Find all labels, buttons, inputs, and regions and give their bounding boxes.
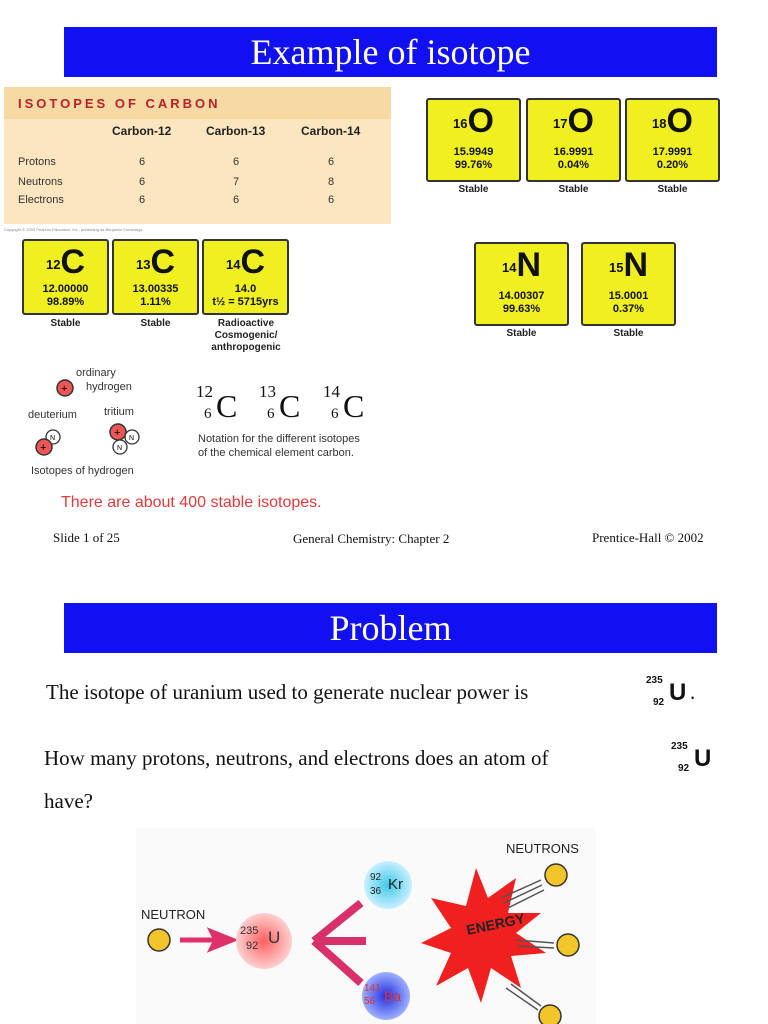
svg-text:+: + xyxy=(61,383,68,395)
uranium-mass-label: 235 xyxy=(240,925,259,937)
motion-lines-icon xyxy=(506,984,541,1010)
carbon-13-tile xyxy=(112,239,199,315)
neutron-icon xyxy=(545,864,567,886)
svg-text:N: N xyxy=(129,435,135,442)
table-cell: 6 xyxy=(327,194,335,206)
half-life: t½ = 5715yrs xyxy=(212,296,279,308)
svg-text:N: N xyxy=(117,445,123,452)
fission-graphic xyxy=(136,828,596,1024)
oxygen-17-tile xyxy=(526,98,621,182)
atomic-mass: 12.00000 xyxy=(42,283,89,295)
label-deuterium: deuterium xyxy=(28,409,77,421)
svg-text:+: + xyxy=(114,427,121,439)
footer-course: General Chemistry: Chapter 2 xyxy=(293,531,450,546)
element-symbol: $^{16}$O xyxy=(453,102,494,140)
label-ordinary: ordinary xyxy=(76,367,116,379)
hydrogen-caption: Isotopes of hydrogen xyxy=(31,465,134,477)
oxygen-16-tile xyxy=(426,98,521,182)
column-header: Carbon-13 xyxy=(206,124,266,138)
table-cell: 7 xyxy=(232,176,240,188)
krypton-symbol-label: Kr xyxy=(388,876,403,893)
tile-caption: Stable xyxy=(506,328,537,339)
tile-caption: Stable xyxy=(657,184,688,195)
atomic-mass: 13.00335 xyxy=(132,283,179,295)
fission-diagram xyxy=(136,828,596,1024)
tile-caption: Stable xyxy=(558,184,589,195)
uranium-notation: 235 92 U xyxy=(646,675,687,708)
atomic-mass: 15.9949 xyxy=(453,146,494,158)
table-cell: 8 xyxy=(327,176,335,188)
table-cell: 6 xyxy=(232,194,240,206)
notation-caption-line2: of the chemical element carbon. xyxy=(198,447,354,459)
column-header: Carbon-12 xyxy=(112,124,172,138)
barium-z-label: 56 xyxy=(364,996,376,1007)
carbon-isotopes-table xyxy=(4,87,391,224)
atomic-mass: 14.0 xyxy=(234,283,257,295)
uranium-notation: 235 92 U xyxy=(671,741,712,774)
label-tritium: tritium xyxy=(104,406,134,418)
svg-text:N: N xyxy=(50,435,56,442)
nitrogen-15-tile xyxy=(581,242,676,326)
neutron-icon xyxy=(539,1005,561,1024)
uranium-z-label: 92 xyxy=(246,940,259,952)
notation-caption-line1: Notation for the different isotopes xyxy=(198,433,360,445)
problem-line2: How many protons, neutrons, and electrons does an atom of xyxy=(44,746,549,770)
tile-caption: Stable xyxy=(50,318,81,329)
barium-mass-label: 141 xyxy=(364,983,381,994)
neutron-icon xyxy=(148,929,170,951)
element-symbol: $^{14}$C xyxy=(225,243,266,281)
table-copyright: Copyright © 2003 Pearson Education, Inc., publishing as Benjamin Cummings. xyxy=(4,227,144,232)
slide2-title: Problem xyxy=(64,603,717,653)
krypton-z-label: 36 xyxy=(370,886,382,897)
uranium-symbol-label: U xyxy=(268,928,281,947)
uranium-nucleus-icon xyxy=(236,913,292,969)
arrow-icon xyxy=(180,932,232,948)
abundance: 99.63% xyxy=(502,303,541,315)
tile-caption: Stable xyxy=(458,184,489,195)
table-cell: 6 xyxy=(138,194,146,206)
column-header: Carbon-14 xyxy=(301,124,361,138)
problem-line1: The isotope of uranium used to generate nuclear power is xyxy=(46,680,529,704)
tile-caption: Stable xyxy=(613,328,644,339)
problem-line3: have? xyxy=(44,789,93,813)
table-title: ISOTOPES OF CARBON xyxy=(18,96,221,111)
label-neutron: NEUTRON xyxy=(141,907,206,922)
problem-line1-period: . xyxy=(690,680,696,704)
abundance: 0.20% xyxy=(656,159,689,171)
table-cell: 6 xyxy=(232,156,240,168)
table-cell: 6 xyxy=(138,156,146,168)
stable-isotopes-note: There are about 400 stable isotopes. xyxy=(61,494,322,511)
label-hydrogen: hydrogen xyxy=(86,381,132,393)
tile-caption: Stable xyxy=(140,318,171,329)
krypton-mass-label: 92 xyxy=(370,872,382,883)
barium-symbol-label: Ba xyxy=(384,988,402,1004)
atomic-mass: 16.9991 xyxy=(553,146,594,158)
neutron-icon xyxy=(557,934,579,956)
row-label: Protons xyxy=(18,156,56,168)
row-label: Neutrons xyxy=(18,176,63,188)
svg-text:+: + xyxy=(40,442,47,454)
energy-burst-icon xyxy=(421,868,546,1003)
atomic-mass: 14.00307 xyxy=(498,290,545,302)
abundance: 98.89% xyxy=(46,296,85,308)
abundance: 1.11% xyxy=(140,296,171,308)
footer-slide-number: Slide 1 of 25 xyxy=(53,530,120,545)
nitrogen-14-tile xyxy=(474,242,569,326)
oxygen-18-tile xyxy=(625,98,720,182)
abundance: 99.76% xyxy=(454,159,493,171)
element-symbol: $^{15}$N xyxy=(608,246,649,284)
element-symbol: $^{18}$O xyxy=(652,102,693,140)
element-symbol: $^{17}$O xyxy=(553,102,594,140)
label-energy: ENERGY xyxy=(464,910,527,938)
tile-caption: Radioactive Cosmogenic/ anthropogenic xyxy=(211,318,281,353)
table-cell: 6 xyxy=(138,176,146,188)
table-cell: 6 xyxy=(327,156,335,168)
row-label: Electrons xyxy=(18,194,64,206)
carbon-12-tile xyxy=(22,239,109,315)
atomic-mass: 17.9991 xyxy=(652,146,693,158)
carbon-14-tile xyxy=(202,239,289,315)
element-symbol: $^{13}$C xyxy=(135,243,176,281)
abundance: 0.04% xyxy=(557,159,590,171)
split-arrows-icon xyxy=(314,903,366,983)
atomic-mass: 15.0001 xyxy=(608,290,649,302)
footer-publisher: Prentice-Hall © 2002 xyxy=(592,530,704,545)
element-symbol: $^{12}$C xyxy=(45,243,86,281)
element-symbol: $^{14}$N xyxy=(501,246,542,284)
slide1-title: Example of isotope xyxy=(64,27,717,77)
abundance: 0.37% xyxy=(612,303,645,315)
label-neutrons: NEUTRONS xyxy=(506,841,579,856)
